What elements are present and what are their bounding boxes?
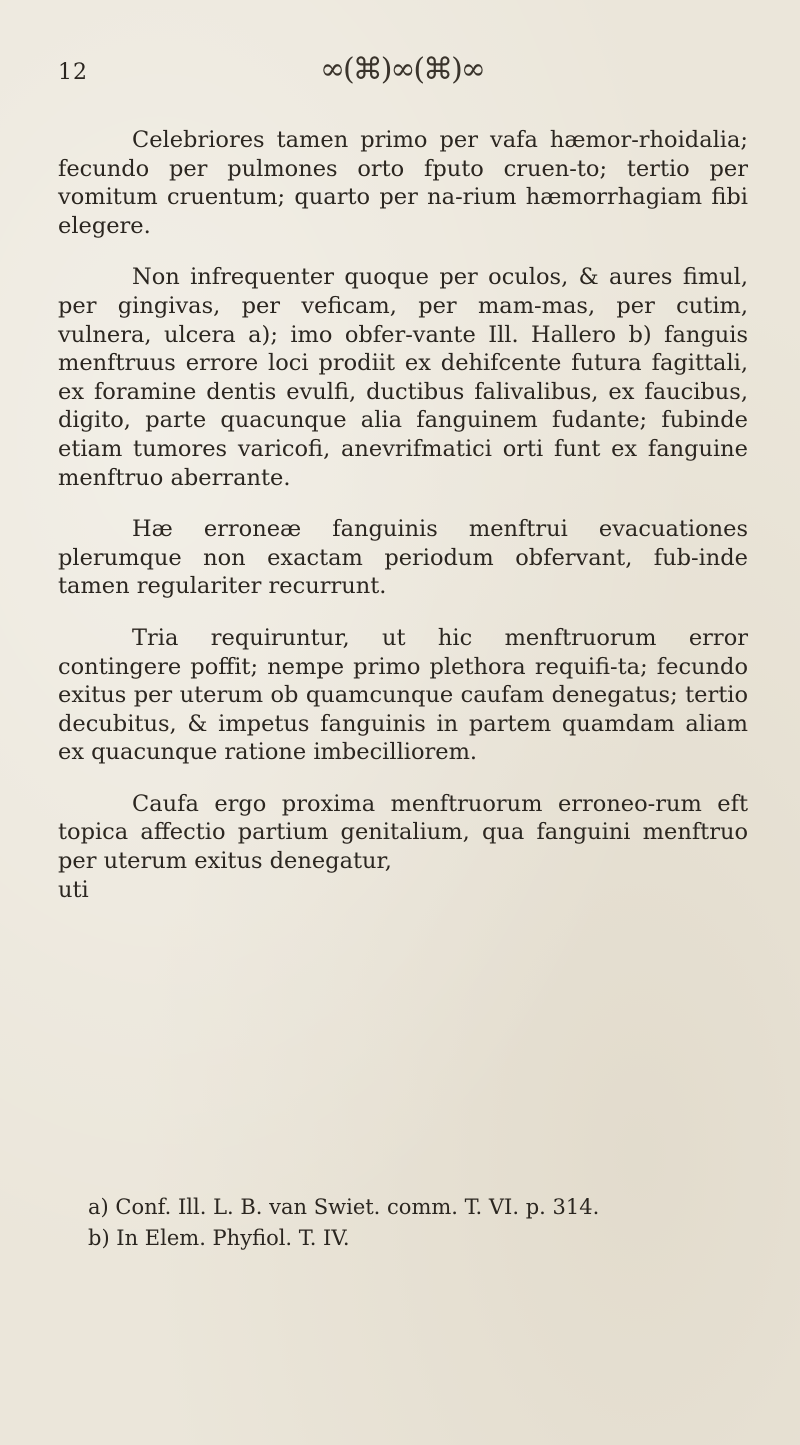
paragraph: Tria requiruntur, ut hic menftruorum error contingere poffit; nempe primo plethora requifi-ta; fecundo exitus per uterum ob quamcunque caufam denegatus; tertio decubitus, & impetus fanguinis in partem quamdam aliam ex quacunque ratione imbecilliorem. — [58, 624, 748, 766]
paragraph: Caufa ergo proxima menftruorum erroneo-rum eft topica affectio partium genitalium, qua fanguini menftruo per uterum exitus denegatur, — [58, 790, 748, 875]
paragraph: Non infrequenter quoque per oculos, & aures fimul, per gingivas, per veficam, per mam-mas, per cutim, vulnera, ulcera a); imo obfer-vante Ill. Hallero b) fanguis menftruus errore loci prodiit ex dehifcente futura fagittali, ex foramine dentis evulfi, ductibus falivalibus, ex faucibus, digito, parte quacunque alia fanguinem fudante; fubinde etiam tumores varicofi, anevrifmatici orti funt ex fanguine menftruo aberrante. — [58, 264, 748, 491]
page-header — [58, 52, 678, 100]
page-number: 12 — [58, 60, 88, 85]
paragraph: Hæ erroneæ fanguinis menftrui evacuationes plerumque non exactam periodum obfervant, fub-inde tamen regulariter recurrunt. — [58, 516, 748, 600]
paragraph: Celebriores tamen primo per vafa hæmor-rhoidalia; fecundo per pulmones orto fputo cruen-to; tertio per vomitum cruentum; quarto per na-rium hæmorrhagiam fibi elegere. — [58, 127, 748, 239]
catchword: uti — [58, 876, 89, 903]
footnote: a) Conf. Ill. L. B. van Swiet. comm. T. VI. p. 314. — [88, 1195, 600, 1219]
body-text — [58, 126, 748, 904]
footnote: b) In Elem. Phyfiol. T. IV. — [88, 1226, 350, 1250]
header-ornament: ∞(⌘)∞(⌘)∞ — [320, 52, 484, 87]
footnotes — [88, 1192, 748, 1254]
